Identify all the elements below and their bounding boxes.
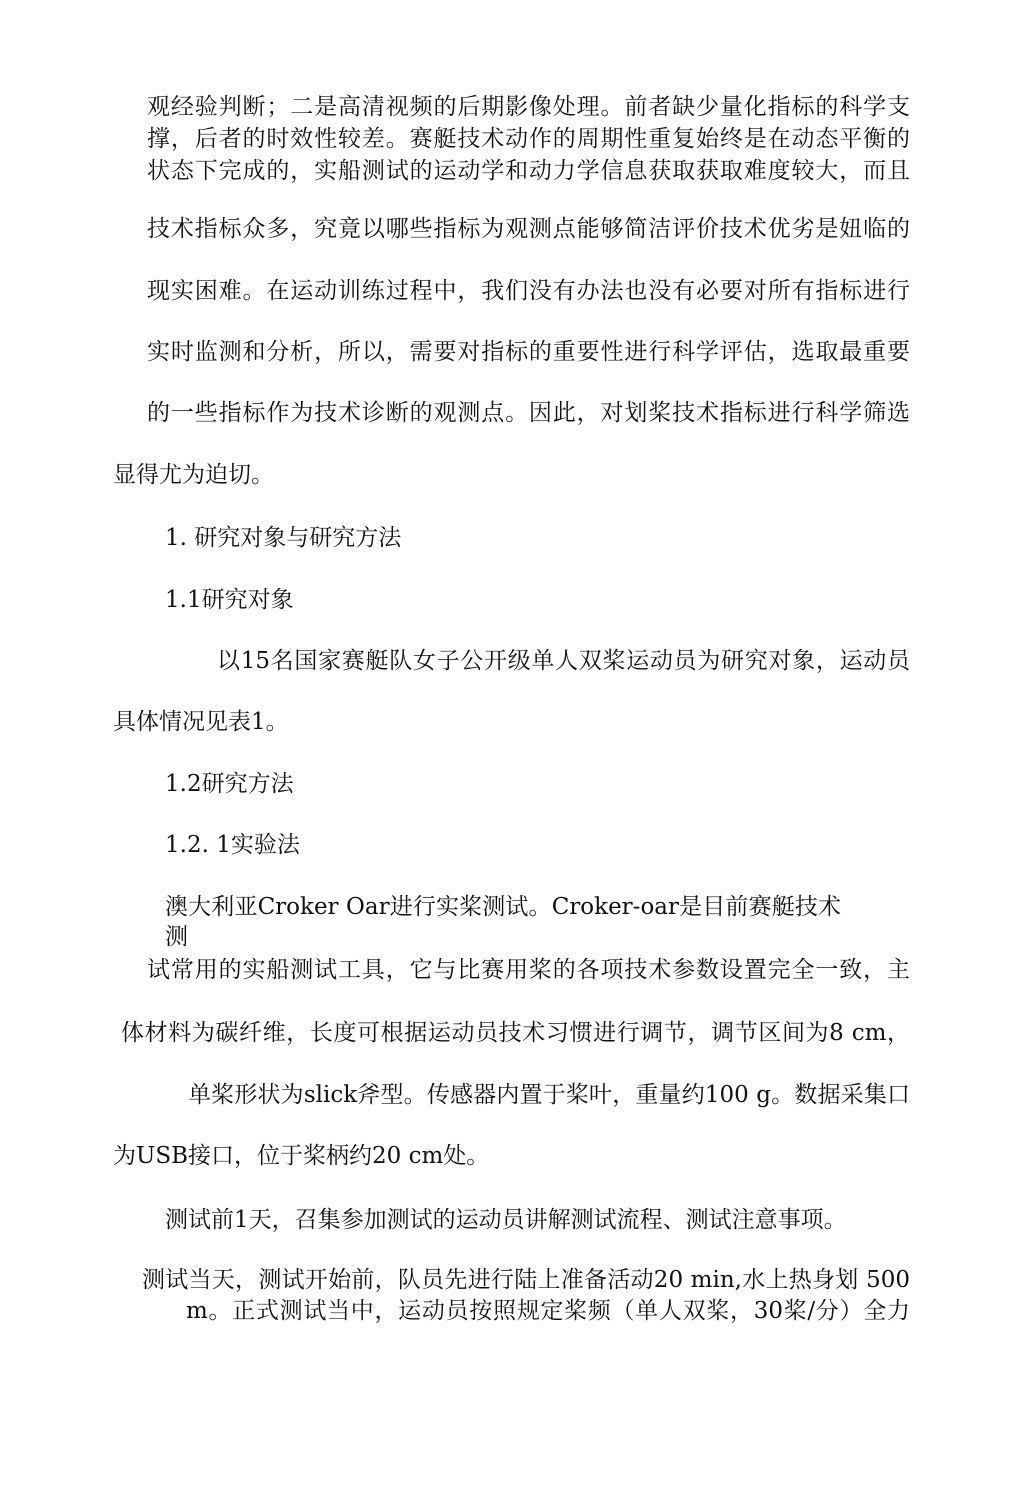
body-line-6: 实时监测和分析，所以，需要对指标的重要性进行科学评估，选取最重要: [147, 339, 910, 365]
body-line-9: 以15名国家赛艇队女子公开级单人双桨运动员为研究对象，运动员: [217, 648, 910, 674]
body-line-18: m。正式测试当中，运动员按照规定桨频（单人双桨，30桨/分）全力: [186, 1298, 910, 1324]
subsection-heading-1-2-1: 1.2. 1实验法: [165, 832, 300, 858]
body-line-17: 测试当天，测试开始前，队员先进行陆上准备活动20 min,水上热身划 500: [142, 1267, 911, 1293]
subsection-heading-1-1: 1.1研究对象: [165, 587, 294, 613]
section-heading-1: 1. 研究对象与研究方法: [165, 525, 402, 551]
subsection-heading-1-2: 1.2研究方法: [165, 771, 294, 797]
body-line-8: 显得尤为迫切。: [113, 462, 274, 488]
body-line-12: 试常用的实船测试工具，它与比赛用桨的各项技术参数设置完全一致，主: [147, 957, 910, 983]
body-line-7: 的一些指标作为技术诊断的观测点。因此，对划桨技术指标进行科学筛选: [147, 400, 910, 426]
body-line-3: 状态下完成的，实船测试的运动学和动力学信息获取获取难度较大，而且: [147, 158, 910, 184]
body-line-10: 具体情况见表1。: [113, 709, 289, 735]
body-line-15: 为USB接口，位于桨柄约20 cm处。: [113, 1143, 490, 1169]
body-line-14: 单桨形状为slick斧型。传感器内置于桨叶，重量约100 g。数据采集口: [188, 1082, 910, 1108]
body-line-5: 现实困难。在运动训练过程中，我们没有办法也没有必要对所有指标进行: [147, 278, 910, 304]
body-line-4: 技术指标众多，究竟以哪些指标为观测点能够简洁评价技术优劣是妞临的: [147, 216, 910, 242]
body-line-16: 测试前1天，召集参加测试的运动员讲解测试流程、测试注意事项。: [165, 1207, 847, 1233]
body-line-11: 澳大利亚Croker Oar进行实桨测试。Croker-oar是目前赛艇技术测: [165, 894, 841, 950]
body-line-1: 观经验判断；二是高清视频的后期影像处理。前者缺少量化指标的科学支: [147, 94, 910, 120]
body-line-2: 撑，后者的时效性较差。赛艇技术动作的周期性重复始终是在动态平衡的: [147, 126, 910, 152]
body-line-13: 体材料为碳纤维，长度可根据运动员技术习惯进行调节，调节区间为8 cm，: [121, 1020, 910, 1046]
